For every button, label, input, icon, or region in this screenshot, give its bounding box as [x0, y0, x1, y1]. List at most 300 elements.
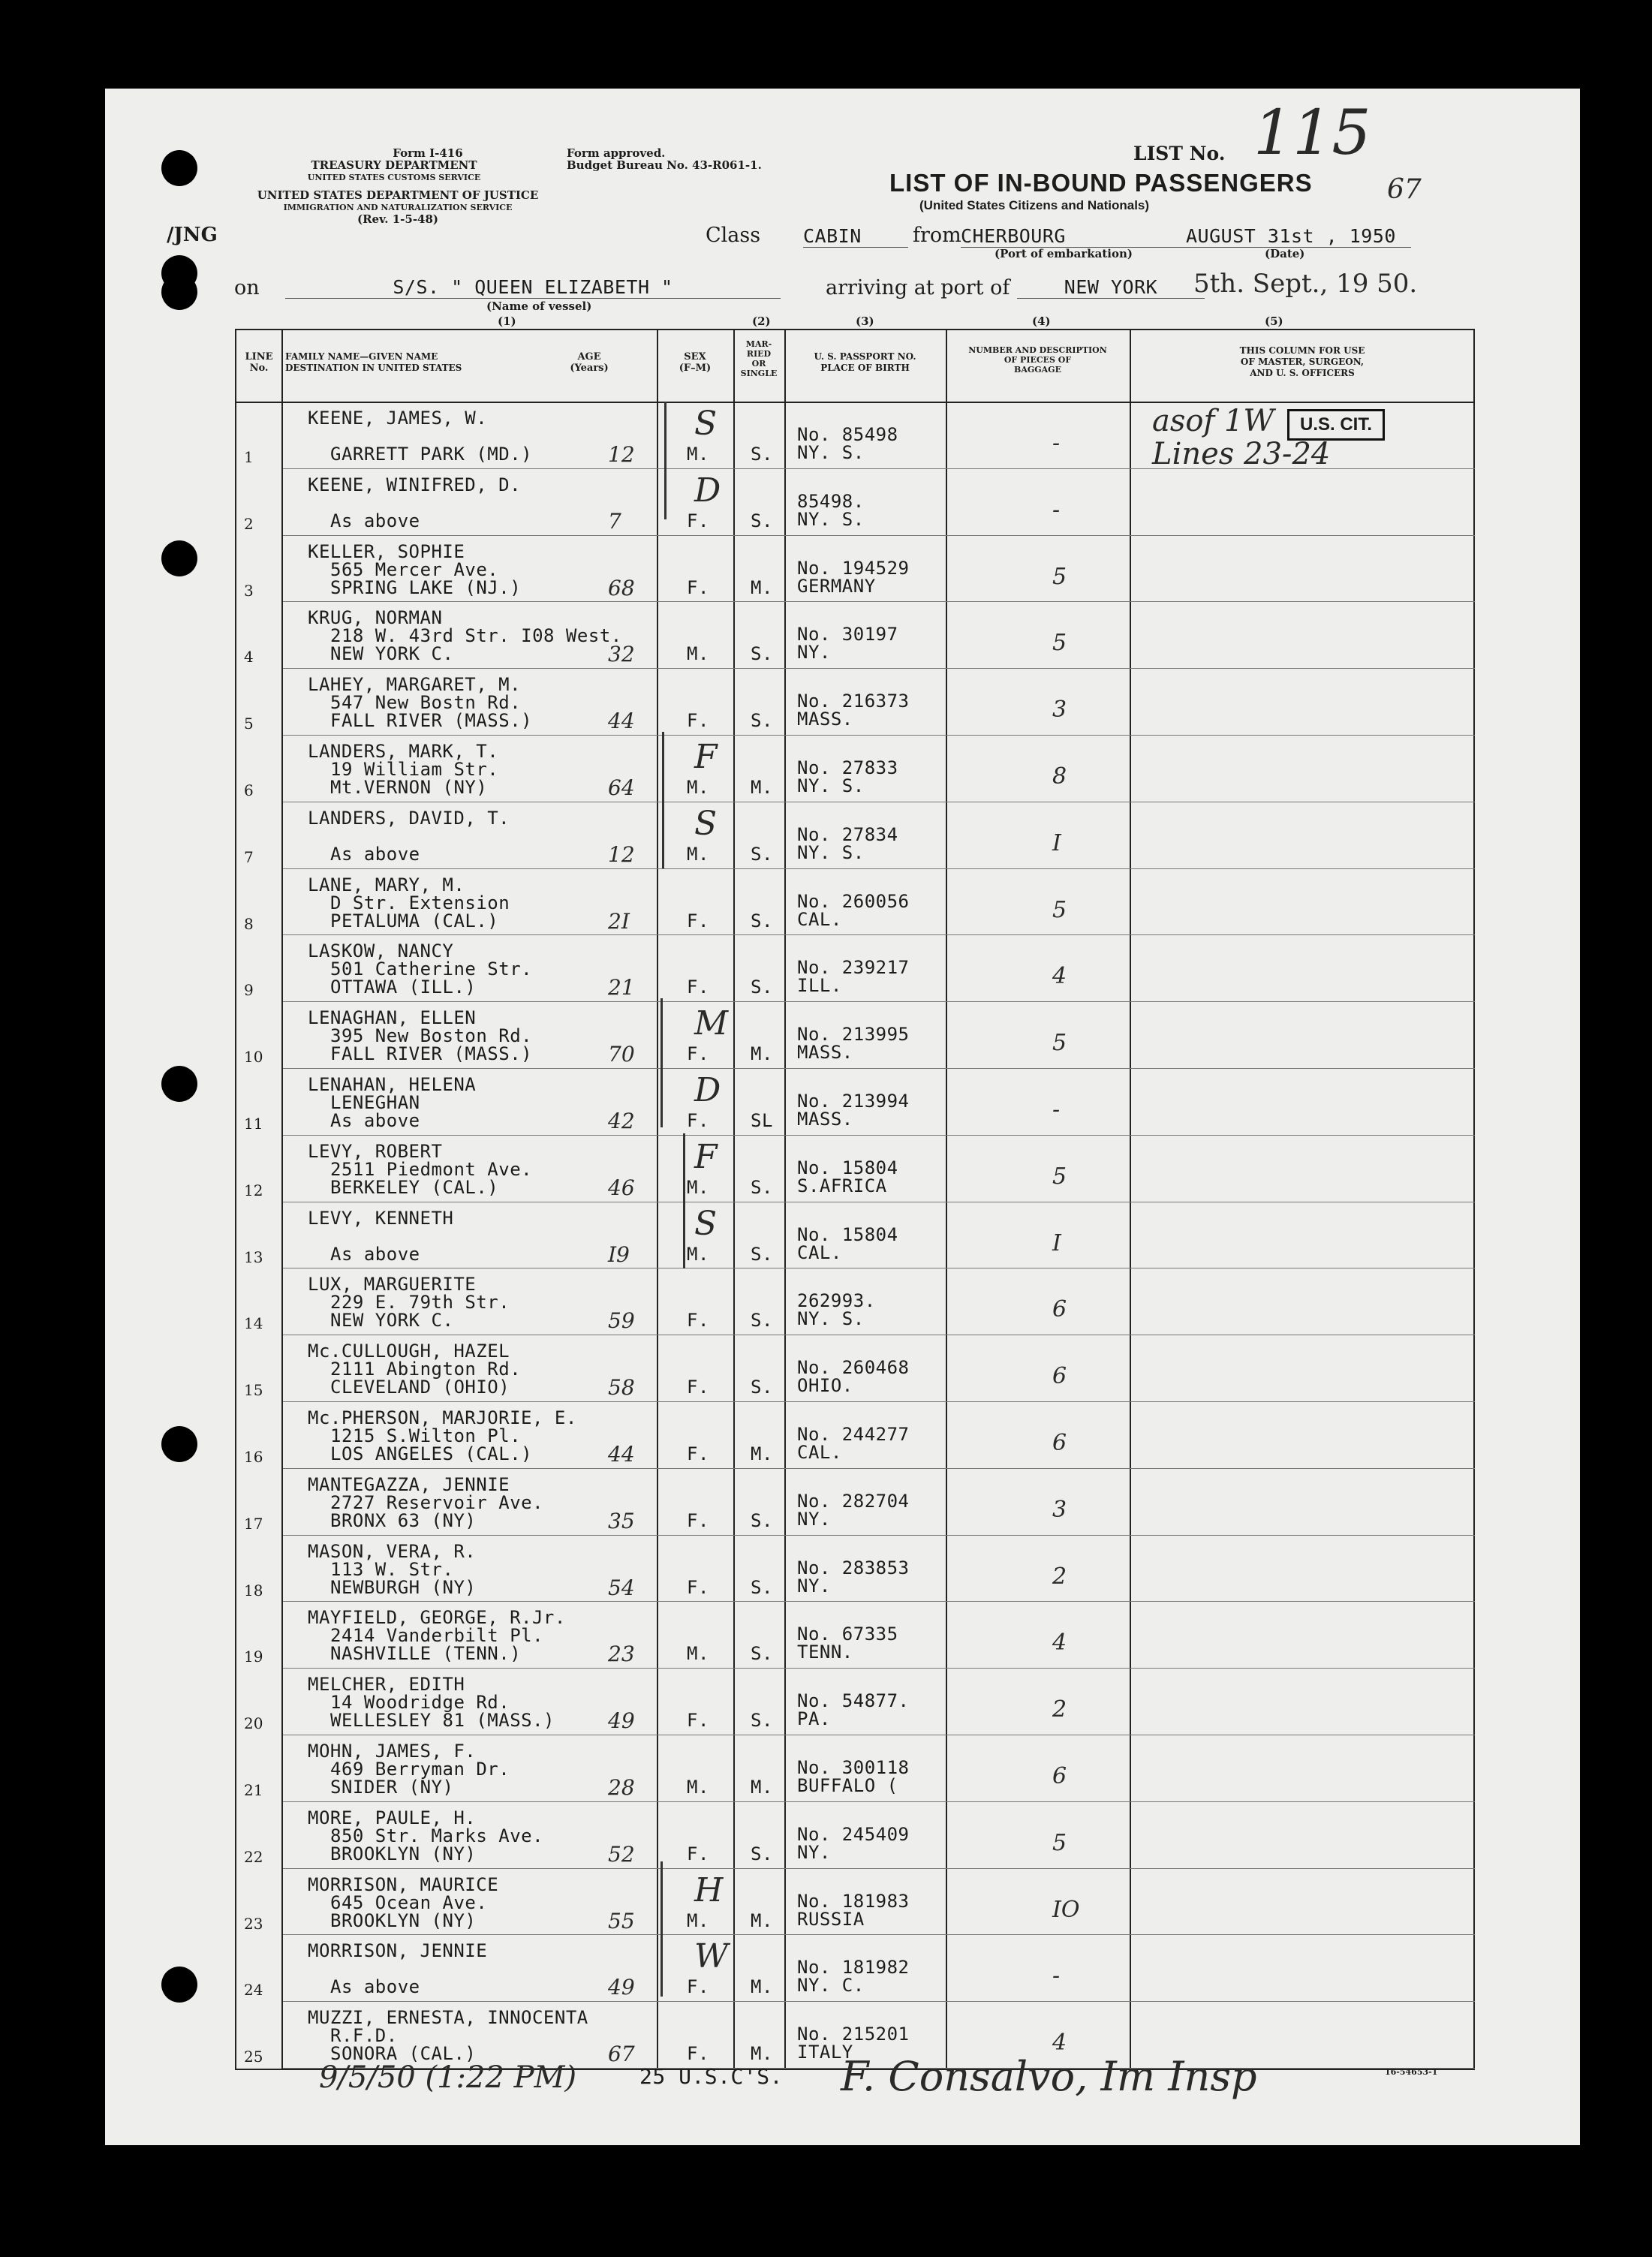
- passenger-sex: M.: [687, 643, 709, 665]
- passport-number: No. 54877.: [797, 1690, 910, 1712]
- passenger-sex: F.: [687, 1710, 709, 1732]
- row-line-number: 22: [244, 1847, 263, 1866]
- justice-dept: UNITED STATES DEPARTMENT OF JUSTICE: [257, 188, 539, 202]
- class-value: CABIN: [803, 225, 908, 248]
- header-name: FAMILY NAME—GIVEN NAME DESTINATION IN UNITED STATES: [285, 351, 462, 373]
- passenger-destination: CLEVELAND (OHIO): [330, 1377, 510, 1398]
- punch-hole: [161, 540, 197, 576]
- passenger-name: KRUG, NORMAN: [308, 607, 443, 629]
- birth-place: NY. S.: [797, 775, 865, 796]
- passenger-destination: FALL RIVER (MASS.): [330, 1043, 533, 1065]
- passenger-age: I9: [608, 1241, 630, 1267]
- passenger-sex: M.: [687, 843, 709, 865]
- baggage-count: 6: [1052, 1296, 1067, 1323]
- row-line-number: 2: [244, 514, 254, 533]
- passport-number: No. 15804: [797, 1223, 898, 1245]
- passenger-destination: As above: [330, 1110, 420, 1131]
- family-bracket: [660, 998, 663, 1127]
- passport-number: No. 282704: [797, 1490, 910, 1512]
- family-bracket: [662, 732, 664, 868]
- passenger-address: 1215 S.Wilton Pl.: [330, 1425, 522, 1446]
- vessel-name: S/S. " QUEEN ELIZABETH ": [285, 276, 781, 299]
- passenger-address: 547 New Bostn Rd.: [330, 692, 522, 714]
- row-line-number: 7: [244, 847, 254, 866]
- birth-place: CAL.: [797, 1241, 842, 1263]
- passenger-marital: S.: [751, 1509, 773, 1531]
- family-relation: F: [694, 738, 718, 776]
- passenger-address: 2111 Abington Rd.: [330, 1359, 522, 1380]
- passenger-age: 32: [608, 642, 635, 667]
- passenger-marital: M.: [751, 1909, 773, 1931]
- passenger-sex: M.: [687, 1909, 709, 1931]
- list-no-label: LIST No.: [1133, 143, 1226, 164]
- col-number-3: (3): [856, 314, 874, 328]
- birth-place: NY.: [797, 1508, 831, 1530]
- birth-place: NY.: [797, 1841, 831, 1863]
- row-divider: [283, 601, 1475, 602]
- passenger-sex: F.: [687, 1976, 709, 1998]
- header-married: MAR- RIED OR SINGLE: [740, 339, 778, 378]
- row-divider: [283, 1135, 1475, 1136]
- form-title: LIST OF IN-BOUND PASSENGERS: [889, 169, 1313, 197]
- immigration-service: IMMIGRATION AND NATURALIZATION SERVICE: [283, 203, 513, 212]
- birth-place: NY.: [797, 642, 831, 664]
- row-line-number: 23: [244, 1914, 263, 1933]
- row-line-number: 24: [244, 1981, 263, 2000]
- family-relation: M: [694, 1004, 729, 1043]
- baggage-count: 2: [1052, 1696, 1067, 1723]
- passenger-age: 46: [608, 1175, 635, 1200]
- passenger-sex: F.: [687, 1843, 709, 1864]
- col-divider: [733, 329, 735, 2070]
- birth-place: BUFFALO (: [797, 1775, 898, 1796]
- passenger-name: LUX, MARGUERITE: [308, 1274, 477, 1296]
- baggage-count: 5: [1052, 563, 1067, 590]
- passport-number: 262993.: [797, 1290, 876, 1312]
- baggage-count: -: [1052, 430, 1061, 456]
- passenger-age: 49: [608, 1975, 635, 2000]
- passenger-address: R.F.D.: [330, 2025, 398, 2047]
- passenger-name: LANDERS, MARK, T.: [308, 741, 499, 762]
- passenger-marital: M.: [751, 576, 773, 598]
- row-line-number: 14: [244, 1314, 263, 1333]
- port-embark-label: (Port of embarkation): [995, 247, 1133, 260]
- passenger-sex: F.: [687, 1377, 709, 1398]
- family-relation: W: [694, 1937, 729, 1976]
- row-line-number: 16: [244, 1448, 263, 1466]
- birth-place: RUSSIA: [797, 1908, 865, 1930]
- baggage-count: 5: [1052, 1829, 1067, 1856]
- passenger-address: 218 W. 43rd Str. I08 West.: [330, 625, 622, 647]
- embark-date: AUGUST 31st , 1950: [1186, 225, 1411, 248]
- baggage-count: 8: [1052, 763, 1067, 790]
- birth-place: NY. C.: [797, 1975, 865, 1997]
- birth-place: CAL.: [797, 1442, 842, 1463]
- passenger-name: LAHEY, MARGARET, M.: [308, 674, 522, 696]
- baggage-count: 5: [1052, 896, 1067, 923]
- passenger-age: 54: [608, 1575, 635, 1600]
- passenger-age: 44: [608, 709, 635, 734]
- family-relation: S: [694, 804, 718, 843]
- passenger-name: MOHN, JAMES, F.: [308, 1741, 477, 1762]
- arrival-date: 5th. Sept., 19 50.: [1193, 269, 1418, 299]
- row-divider: [283, 735, 1475, 736]
- passenger-marital: M.: [751, 1443, 773, 1464]
- baggage-count: 5: [1052, 1030, 1067, 1057]
- passenger-marital: S.: [751, 843, 773, 865]
- passenger-address: 2511 Piedmont Ave.: [330, 1158, 533, 1180]
- passenger-sex: M.: [687, 1643, 709, 1665]
- passenger-name: LENAGHAN, ELLEN: [308, 1007, 477, 1029]
- birth-place: NY. S.: [797, 1308, 865, 1330]
- family-bracket: [664, 450, 667, 519]
- passenger-destination: SPRING LAKE (NJ.): [330, 576, 522, 598]
- birth-place: PA.: [797, 1708, 831, 1730]
- passenger-destination: As above: [330, 1976, 420, 1998]
- passenger-destination: GARRETT PARK (MD.): [330, 444, 533, 465]
- passenger-destination: BROOKLYN (NY): [330, 1909, 477, 1931]
- row-line-number: 3: [244, 581, 254, 600]
- passenger-sex: F.: [687, 977, 709, 998]
- date-label: (Date): [1265, 247, 1305, 260]
- col-divider: [657, 329, 658, 2070]
- passenger-name: KEENE, WINIFRED, D.: [308, 474, 522, 495]
- header-divider: [235, 402, 1475, 403]
- baggage-count: -: [1052, 496, 1061, 523]
- passenger-address: 645 Ocean Ave.: [330, 1891, 488, 1913]
- family-relation: S: [694, 1204, 718, 1243]
- row-divider: [283, 1668, 1475, 1669]
- birth-place: TENN.: [797, 1642, 853, 1663]
- passenger-age: 28: [608, 1775, 635, 1800]
- passenger-sex: F.: [687, 2043, 709, 2065]
- passport-number: No. 260468: [797, 1357, 910, 1379]
- passenger-address: 113 W. Str.: [330, 1558, 454, 1580]
- baggage-count: 2: [1052, 1563, 1067, 1590]
- passenger-destination: PETALUMA (CAL.): [330, 910, 499, 931]
- birth-place: MASS.: [797, 1042, 853, 1064]
- row-divider: [283, 934, 1475, 935]
- passenger-name: MORRISON, JENNIE: [308, 1940, 488, 1962]
- passenger-sex: F.: [687, 1443, 709, 1464]
- baggage-count: -: [1052, 1963, 1061, 1990]
- passenger-sex: F.: [687, 1576, 709, 1598]
- punch-hole: [161, 1066, 197, 1102]
- from-label: from: [913, 224, 961, 247]
- passenger-sex: F.: [687, 1509, 709, 1531]
- passenger-sex: F.: [687, 510, 709, 531]
- passenger-name: MORRISON, MAURICE: [308, 1873, 499, 1895]
- arriving-label: arriving at port of: [826, 276, 1010, 299]
- class-label: Class: [706, 224, 761, 247]
- passenger-name: MELCHER, EDITH: [308, 1674, 465, 1696]
- birth-place: NY. S.: [797, 841, 865, 863]
- passenger-name: LANE, MARY, M.: [308, 874, 465, 895]
- passport-number: No. 283853: [797, 1557, 910, 1578]
- passenger-destination: SNIDER (NY): [330, 1777, 454, 1798]
- row-line-number: 17: [244, 1514, 263, 1533]
- passenger-name: MASON, VERA, R.: [308, 1540, 477, 1562]
- birth-place: NY. S.: [797, 442, 865, 463]
- row-divider: [283, 1535, 1475, 1536]
- footer-count: 25 U.S.C'S.: [639, 2064, 783, 2089]
- passenger-destination: FALL RIVER (MASS.): [330, 710, 533, 732]
- row-line-number: 25: [244, 2048, 263, 2066]
- col-number-1: (1): [498, 314, 516, 328]
- passenger-age: 2I: [608, 908, 630, 934]
- passenger-name: KELLER, SOPHIE: [308, 540, 465, 562]
- customs-service: UNITED STATES CUSTOMS SERVICE: [307, 173, 481, 182]
- birth-place: OHIO.: [797, 1375, 853, 1397]
- passenger-destination: As above: [330, 1243, 420, 1265]
- baggage-count: I: [1052, 829, 1061, 856]
- birth-place: S.AFRICA: [797, 1175, 887, 1196]
- passenger-destination: BRONX 63 (NY): [330, 1509, 477, 1531]
- family-relation: F: [694, 1137, 718, 1176]
- row-divider: [283, 535, 1475, 536]
- passenger-address: 501 Catherine Str.: [330, 958, 533, 980]
- row-divider: [283, 2001, 1475, 2002]
- passport-number: No. 215201: [797, 2024, 910, 2045]
- passenger-age: 12: [608, 841, 635, 867]
- row-line-number: 4: [244, 648, 254, 667]
- header-line-no: LINE No.: [245, 351, 273, 374]
- row-divider: [283, 868, 1475, 869]
- passenger-address: 2727 Reservoir Ave.: [330, 1491, 544, 1513]
- birth-place: CAL.: [797, 908, 842, 930]
- passenger-marital: S.: [751, 1710, 773, 1732]
- passenger-marital: M.: [751, 1976, 773, 1998]
- passport-number: No. 30197: [797, 624, 898, 646]
- col-divider: [784, 329, 786, 2070]
- col-number-5: (5): [1265, 314, 1283, 328]
- passenger-destination: SONORA (CAL.): [330, 2043, 477, 2065]
- punch-hole: [161, 274, 197, 310]
- page-number: 67: [1387, 174, 1422, 205]
- baggage-count: 4: [1052, 2030, 1067, 2057]
- row-divider: [283, 1934, 1475, 1935]
- row-line-number: 15: [244, 1381, 263, 1400]
- passenger-age: 23: [608, 1642, 635, 1667]
- form-revision: (Rev. 1-5-48): [357, 212, 439, 226]
- passenger-destination: WELLESLEY 81 (MASS.): [330, 1710, 555, 1732]
- passenger-address: 229 E. 79th Str.: [330, 1292, 510, 1314]
- arrival-port: NEW YORK: [1017, 276, 1205, 299]
- passport-number: No. 194529: [797, 557, 910, 579]
- baggage-count: 3: [1052, 1496, 1067, 1523]
- baggage-count: IO: [1052, 1896, 1080, 1923]
- passenger-age: 64: [608, 775, 635, 800]
- row-divider: [283, 1801, 1475, 1802]
- passport-number: No. 181982: [797, 1957, 910, 1979]
- baggage-count: 6: [1052, 1763, 1067, 1789]
- row-line-number: 11: [244, 1115, 263, 1133]
- col-divider: [281, 329, 283, 2070]
- passport-number: No. 300118: [797, 1757, 910, 1778]
- passenger-destination: BROOKLYN (NY): [330, 1843, 477, 1864]
- passenger-marital: M.: [751, 1777, 773, 1798]
- header-passport: U. S. PASSPORT NO. PLACE OF BIRTH: [814, 351, 916, 373]
- row-line-number: 9: [244, 981, 254, 1000]
- baggage-count: I: [1052, 1229, 1061, 1256]
- row-line-number: 12: [244, 1181, 263, 1199]
- passenger-sex: F.: [687, 710, 709, 732]
- passenger-marital: S.: [751, 1176, 773, 1198]
- form-number: Form I-416: [393, 146, 463, 160]
- passport-number: No. 85498: [797, 424, 898, 445]
- passenger-age: 42: [608, 1109, 635, 1133]
- passenger-destination: As above: [330, 510, 420, 531]
- from-value: CHERBOURG: [961, 225, 1186, 248]
- baggage-count: -: [1052, 1097, 1061, 1123]
- passport-number: No. 15804: [797, 1157, 898, 1178]
- treasury-dept: TREASURY DEPARTMENT: [311, 158, 477, 172]
- passenger-marital: S.: [751, 977, 773, 998]
- passenger-destination: NEW YORK C.: [330, 1310, 454, 1332]
- on-label: on: [234, 276, 260, 299]
- passenger-destination: BERKELEY (CAL.): [330, 1176, 499, 1198]
- family-relation: S: [694, 405, 718, 443]
- footer-timestamp: 9/5/50 (1:22 PM): [319, 2060, 577, 2095]
- passenger-name: Mc.CULLOUGH, HAZEL: [308, 1341, 510, 1362]
- passenger-name: LANDERS, DAVID, T.: [308, 807, 510, 829]
- baggage-count: 6: [1052, 1430, 1067, 1456]
- passenger-sex: M.: [687, 1176, 709, 1198]
- passenger-name: KEENE, JAMES, W.: [308, 408, 488, 429]
- row-divider: [283, 1001, 1475, 1002]
- officer-note: asof 1W: [1152, 404, 1274, 438]
- row-line-number: 20: [244, 1714, 263, 1733]
- passenger-destination: Mt.VERNON (NY): [330, 777, 488, 798]
- family-bracket: [683, 1133, 685, 1268]
- passenger-age: 35: [608, 1508, 635, 1533]
- birth-place: NY. S.: [797, 508, 865, 530]
- budget-bureau: Budget Bureau No. 43-R061-1.: [567, 158, 762, 172]
- passenger-marital: S.: [751, 710, 773, 732]
- officer-note: Lines 23-24: [1152, 437, 1331, 471]
- passenger-sex: F.: [687, 1310, 709, 1332]
- passenger-sex: M.: [687, 444, 709, 465]
- passport-number: No. 239217: [797, 957, 910, 979]
- form-subtitle: (United States Citizens and Nationals): [919, 198, 1150, 212]
- row-line-number: 5: [244, 715, 254, 733]
- passenger-age: 21: [608, 975, 635, 1001]
- row-line-number: 13: [244, 1247, 263, 1266]
- passenger-marital: S.: [751, 1576, 773, 1598]
- family-relation: H: [694, 1870, 724, 1909]
- passenger-address: 395 New Boston Rd.: [330, 1025, 533, 1047]
- passenger-age: 55: [608, 1908, 635, 1933]
- row-line-number: 8: [244, 914, 254, 933]
- passenger-name: MORE, PAULE, H.: [308, 1807, 477, 1828]
- passenger-age: 67: [608, 2042, 635, 2067]
- family-relation: D: [694, 471, 721, 510]
- passenger-age: 44: [608, 1442, 635, 1467]
- passenger-age: 68: [608, 575, 635, 600]
- passenger-age: 52: [608, 1841, 635, 1867]
- us-citizen-stamp: U.S. CIT.: [1287, 409, 1385, 441]
- passenger-sex: M.: [687, 777, 709, 798]
- birth-place: MASS.: [797, 709, 853, 730]
- inspector-signature: F. Consalvo, Im Insp: [841, 2053, 1257, 2100]
- punch-hole: [161, 1426, 197, 1462]
- passenger-destination: As above: [330, 843, 420, 865]
- passenger-address: 469 Berryman Dr.: [330, 1759, 510, 1780]
- passenger-name: MANTEGAZZA, JENNIE: [308, 1473, 510, 1495]
- vessel-label: (Name of vessel): [486, 299, 592, 313]
- header-officers: THIS COLUMN FOR USE OF MASTER, SURGEON, AND U. S. OFFICERS: [1239, 345, 1365, 378]
- passenger-destination: NASHVILLE (TENN.): [330, 1643, 522, 1665]
- passenger-age: 49: [608, 1708, 635, 1734]
- passport-number: No. 216373: [797, 691, 910, 712]
- passenger-destination: OTTAWA (ILL.): [330, 977, 477, 998]
- passenger-marital: S.: [751, 1843, 773, 1864]
- passenger-name: LENAHAN, HELENA: [308, 1074, 477, 1095]
- passenger-sex: M.: [687, 1243, 709, 1265]
- passenger-destination: LOS ANGELES (CAL.): [330, 1443, 533, 1464]
- col-divider: [1130, 329, 1131, 2070]
- baggage-count: 4: [1052, 1630, 1067, 1657]
- punch-hole: [161, 1967, 197, 2003]
- family-bracket: [660, 1861, 663, 1997]
- passenger-age: 12: [608, 442, 635, 467]
- passenger-address: 850 Str. Marks Ave.: [330, 1825, 544, 1846]
- passport-number: No. 27833: [797, 757, 898, 778]
- header-sex: SEX (F–M): [679, 351, 712, 374]
- birth-place: ITALY: [797, 2042, 853, 2063]
- passenger-destination: NEWBURGH (NY): [330, 1576, 477, 1598]
- passenger-name: LEVY, KENNETH: [308, 1207, 454, 1229]
- row-line-number: 10: [244, 1048, 263, 1067]
- passenger-address: 19 William Str.: [330, 759, 499, 780]
- passenger-sex: F.: [687, 910, 709, 931]
- baggage-count: 4: [1052, 963, 1067, 990]
- passenger-name: Mc.PHERSON, MARJORIE, E.: [308, 1407, 577, 1428]
- birth-place: ILL.: [797, 975, 842, 997]
- row-divider: [283, 1401, 1475, 1402]
- passenger-address: LENEGHAN: [330, 1092, 420, 1113]
- passenger-age: 7: [608, 508, 621, 534]
- row-line-number: 21: [244, 1781, 263, 1799]
- list-no-value: 115: [1253, 98, 1371, 169]
- row-divider: [283, 1068, 1475, 1069]
- passport-number: No. 245409: [797, 1823, 910, 1845]
- birth-place: NY.: [797, 1575, 831, 1596]
- passenger-name: MUZZI, ERNESTA, INNOCENTA: [308, 2007, 588, 2029]
- row-divider: [283, 1601, 1475, 1602]
- passport-number: No. 213994: [797, 1091, 910, 1112]
- row-line-number: 18: [244, 1581, 263, 1599]
- passenger-marital: S.: [751, 1310, 773, 1332]
- birth-place: GERMANY: [797, 575, 876, 597]
- row-line-number: 1: [244, 448, 254, 466]
- passenger-marital: M.: [751, 1043, 773, 1065]
- passenger-name: LEVY, ROBERT: [308, 1140, 443, 1162]
- passport-number: No. 67335: [797, 1624, 898, 1645]
- passport-number: No. 213995: [797, 1024, 910, 1046]
- passenger-marital: S.: [751, 1643, 773, 1665]
- baggage-count: 3: [1052, 697, 1067, 724]
- row-divider: [283, 1868, 1475, 1869]
- punch-hole: [161, 150, 197, 186]
- passenger-sex: F.: [687, 576, 709, 598]
- passport-number: 85498.: [797, 490, 865, 512]
- passenger-marital: M.: [751, 777, 773, 798]
- passenger-marital: S.: [751, 1377, 773, 1398]
- passenger-sex: F.: [687, 1110, 709, 1131]
- baggage-count: 5: [1052, 630, 1067, 657]
- passenger-marital: M.: [751, 2043, 773, 2065]
